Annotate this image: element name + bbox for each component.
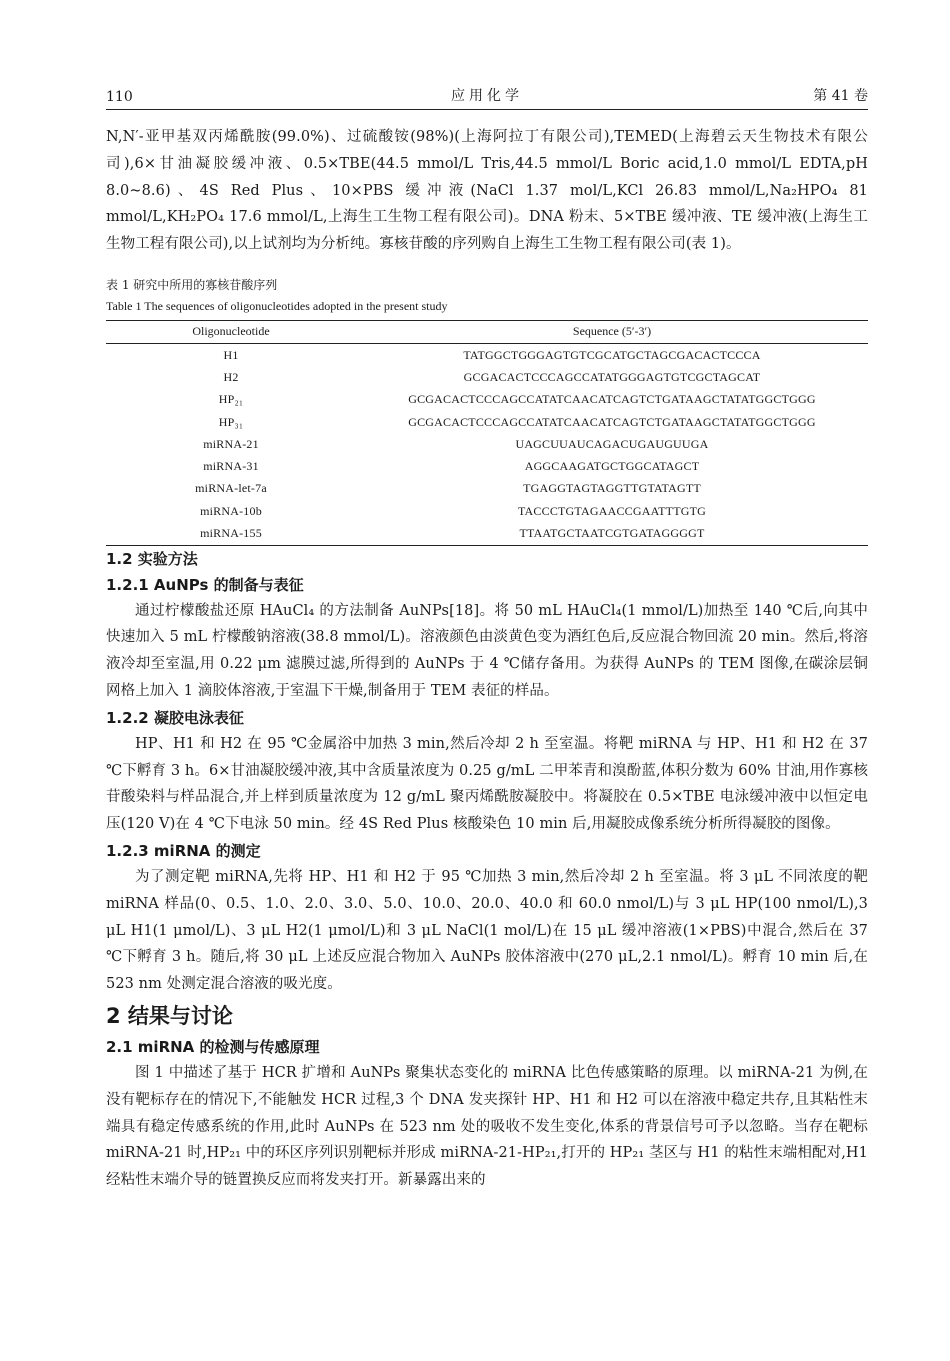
article-body (106, 124, 868, 1194)
table-row (106, 366, 868, 388)
paragraph-sensing-principle: 图 1 中描述了基于 HCR 扩增和 AuNPs 聚集状态变化的 miRNA 比色传感策略的原理。以 miRNA-21 为例,在没有靶标存在的情况下,不能触发 HCR 过程,3 个 DNA 发夹探针 HP、H1 和 H2 可以在溶液中稳定共存,且其粘性末端具有稳定传感系统的作用,此时 AuNPs 在 523 nm 处的吸收不发生变化,体系的背景信号可予以忽略。当存在靶标 miRNA-21 时,HP₂₁ 中的环区序列识别靶标并形成 miRNA-21-HP₂₁,打开的 HP₂₁ 茎区与 H1 的粘性末端相配对,H1 经粘性末端介导的链置换反应而将发夹打开。新暴露出来的 (106, 1065, 868, 1189)
table-caption-en: Table 1 The sequences of oligonucleotides adopted in the present study (106, 298, 448, 313)
oligo-name: H2 (223, 369, 239, 384)
oligo-name: HP₂₁ (218, 392, 244, 407)
column-header: Sequence (5′-3′) (572, 324, 652, 339)
oligo-sequence: TATGGCTGGGAGTGTCGCATGCTAGCGACACTCCCA (463, 347, 761, 362)
page-number: 110 (106, 89, 133, 105)
table-header-row (106, 320, 868, 343)
oligo-sequence: AGGCAAGATGCTGGCATAGCT (524, 459, 700, 474)
table-row (106, 411, 868, 433)
table-row (106, 343, 868, 366)
volume-label: 第 41 卷 (813, 88, 868, 104)
oligo-sequence: TACCCTGTAGAACCGAATTTGTG (517, 503, 706, 518)
oligo-name: HP₃₁ (218, 414, 244, 429)
oligo-sequence: GCGACACTCCCAGCCATATCAACATCAGTCTGATAAGCTATATGGCTGGG (408, 392, 816, 407)
table-row (106, 433, 868, 455)
oligo-name: H1 (223, 347, 239, 362)
table-row (106, 455, 868, 477)
paragraph-mirna-determination: 为了测定靶 miRNA,先将 HP、H1 和 H2 于 95 ℃加热 3 min,然后冷却 2 h 至室温。将 3 μL 不同浓度的靶 miRNA 样品(0、0.5、1.0、2.0、3.0、5.0、10.0、20.0、40.0 和 60.0 nmol/L)与 3 μL HP(100 nmol/L),3 μL H1(1 μmol/L)、3 μL H2(1 μmol/L)和 3 μL NaCl(1 mol/L)在 15 μL 缓冲溶液(1×PBS)中混合,然后在 37 ℃下孵育 3 h。随后,将 30 μL 上述反应混合物加入 AuNPs 胶体溶液中(270 μL,2.1 nmol/L)。孵育 10 min 后,在 523 nm 处测定混合溶液的吸光度。 (106, 869, 868, 993)
section-heading-2: 2 结果与讨论 (106, 1004, 233, 1029)
oligo-sequence: UAGCUUAUCAGACUGAUGUUGA (515, 436, 709, 451)
oligo-name: miRNA-10b (200, 503, 262, 518)
table-row (106, 522, 868, 545)
paragraph-aunps-preparation: 通过柠檬酸盐还原 HAuCl₄ 的方法制备 AuNPs[18]。将 50 mL HAuCl₄(1 mmol/L)加热至 140 ℃后,向其中快速加入 5 mL 柠檬酸钠溶液(38.8 mmol/L)。溶液颜色由淡黄色变为酒红色后,反应混合物回流 20 min。然后,将溶液冷却至室温,用 0.22 μm 滤膜过滤,所得到的 AuNPs 于 4 ℃储存备用。为获得 AuNPs 的 TEM 图像,在碳涂层铜网格上加入 1 滴胶体溶液,于室温下干燥,制备用于 TEM 表征的样品。 (106, 602, 868, 700)
oligo-name: miRNA-31 (203, 459, 259, 474)
oligo-sequence: GCGACACTCCCAGCCATATCAACATCAGTCTGATAAGCTATATGGCTGGG (408, 414, 816, 429)
table-caption-zh: 表 1 研究中所用的寡核苷酸序列 (106, 277, 278, 292)
oligo-sequence: TTAATGCTAATCGTGATAGGGGT (519, 526, 705, 540)
intro-paragraph: N,N′-亚甲基双丙烯酰胺(99.0%)、过硫酸铵(98%)(上海阿拉丁有限公司),TEMED(上海碧云天生物技术有限公司),6×甘油凝胶缓冲液、0.5×TBE(44.5 mmol/L Tris,44.5 mmol/L Boric acid,1.0 mmol/L EDTA,pH 8.0~8.6)、4S Red Plus、10×PBS 缓冲液(NaCl 1.37 mol/L,KCl 26.83 mmol/L,Na₂HPO₄ 81 mmol/L,KH₂PO₄ 17.6 mmol/L,上海生工生物工程有限公司)。DNA 粉末、5×TBE 缓冲液、TE 缓冲液(上海生工生物工程有限公司),以上试剂均为分析纯。寡核苷酸的序列购自上海生工生物工程有限公司(表 1)。 (106, 129, 868, 253)
journal-title: 应用化学 (451, 88, 523, 104)
oligo-sequence: TGAGGTAGTAGGTTGTATAGTT (523, 481, 701, 496)
oligonucleotide-table (106, 320, 868, 546)
oligo-name: miRNA-21 (203, 436, 259, 451)
table-row (106, 478, 868, 500)
oligo-name: miRNA-155 (200, 526, 262, 540)
section-heading-2-1: 2.1 miRNA 的检测与传感原理 (106, 1038, 320, 1057)
table-row (106, 500, 868, 522)
section-heading-1-2-1: 1.2.1 AuNPs 的制备与表征 (106, 575, 304, 594)
table-row (106, 389, 868, 411)
paragraph-gel-electrophoresis: HP、H1 和 H2 在 95 ℃金属浴中加热 3 min,然后冷却 2 h 至室温。将靶 miRNA 与 HP、H1 和 H2 在 37 ℃下孵育 3 h。6×甘油凝胶缓冲液,其中含质量浓度为 0.25 g/mL 二甲苯青和溴酚蓝,体积分数为 60% 甘油,用作寡核苷酸染料与样品混合,并上样到质量浓度为 12 g/mL 聚丙烯酰胺凝胶中。将凝胶在 0.5×TBE 电泳缓冲液中以恒定电压(120 V)在 4 ℃下电泳 50 min。经 4S Red Plus 核酸染色 10 min 后,用凝胶成像系统分析所得凝胶的图像。 (106, 735, 868, 833)
running-header (106, 82, 868, 110)
oligo-sequence: GCGACACTCCCAGCCATATGGGAGTGTCGCTAGCAT (463, 369, 761, 384)
oligo-name: miRNA-let-7a (195, 481, 267, 496)
column-header: Oligonucleotide (192, 324, 270, 339)
section-heading-1-2: 1.2 实验方法 (106, 549, 198, 568)
section-heading-1-2-2: 1.2.2 凝胶电泳表征 (106, 708, 244, 727)
section-heading-1-2-3: 1.2.3 miRNA 的测定 (106, 842, 261, 861)
